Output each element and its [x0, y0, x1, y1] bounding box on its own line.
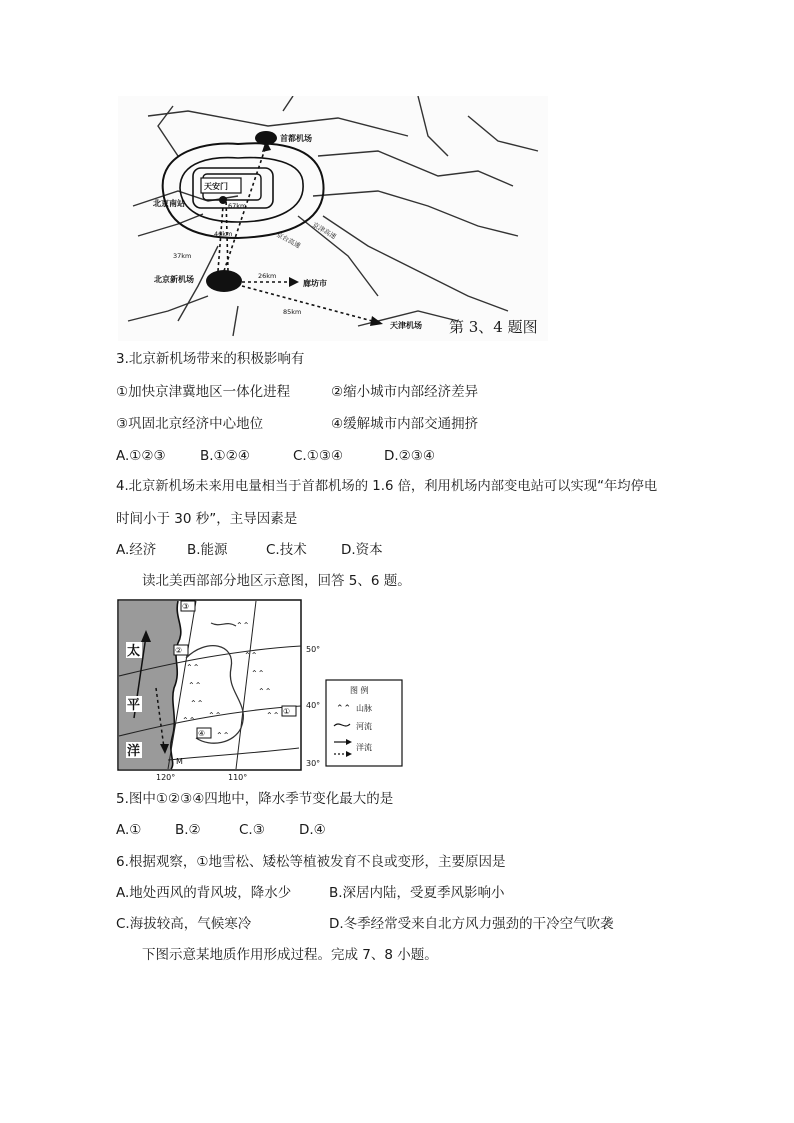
svg-text:⌃⌃: ⌃⌃	[182, 716, 196, 725]
svg-text:⌃⌃: ⌃⌃	[190, 699, 204, 708]
svg-text:⌃⌃: ⌃⌃	[251, 669, 265, 678]
q3-option-c[interactable]: C.①③④	[293, 448, 344, 464]
q4-option-c[interactable]: C.技术	[266, 542, 307, 558]
q3-item-4: ④缓解城市内部交通拥挤	[331, 416, 479, 432]
lat-40-label: 40°	[306, 701, 321, 710]
q5-option-a[interactable]: A.①	[116, 822, 142, 838]
lon-120-label: 120°	[156, 773, 176, 782]
distance-46-label: 46km	[214, 230, 233, 238]
north-america-west-map-svg	[116, 598, 412, 782]
q3-option-b[interactable]: B.①②④	[200, 448, 250, 464]
q6-option-a[interactable]: A.地处西风的背风坡，降水少	[116, 885, 292, 901]
legend-river: 河流	[356, 722, 372, 731]
q4-stem-line1: 4.北京新机场未来用电量相当于首都机场的 1.6 倍，利用机场内部变电站可以实现“年均停电	[116, 479, 658, 494]
north-america-west-map	[116, 598, 412, 782]
legend-mountain: 山脉	[356, 704, 372, 713]
tianjin-airport-label: 天津机场	[390, 321, 422, 330]
road-label-1: 京台高速	[275, 230, 302, 250]
q3-item-3: ③巩固北京经济中心地位	[116, 416, 264, 432]
point-m-label: M	[176, 757, 183, 766]
beijing-airport-map	[118, 96, 548, 341]
q5-option-c[interactable]: C.③	[239, 822, 265, 838]
q6-stem: 6.根据观察，①地雪松、矮松等植被发育不良或变形，主要原因是	[116, 854, 506, 870]
svg-text:⌃⌃: ⌃⌃	[208, 711, 222, 720]
site-3-label: ③	[182, 602, 190, 611]
ocean-char-2: 平	[127, 698, 141, 713]
road-label-2: 京津高速	[311, 220, 338, 241]
beijing-south-label: 北京南站	[153, 199, 185, 208]
ocean-char-3: 洋	[127, 744, 141, 759]
q6-option-d[interactable]: D.冬季经常受来自北方风力强劲的干冷空气吹袭	[329, 916, 614, 932]
langfang-label: 廊坊市	[303, 279, 327, 288]
beijing-airport-map-svg	[118, 96, 548, 341]
q5-option-d[interactable]: D.④	[299, 822, 326, 838]
svg-text:⌃⌃: ⌃⌃	[266, 711, 280, 720]
ocean-char-1: 太	[127, 644, 141, 659]
lat-50-label: 50°	[306, 645, 321, 654]
distance-37-label: 37km	[173, 252, 192, 260]
q6-option-b[interactable]: B.深居内陆，受夏季风影响小	[329, 885, 505, 901]
new-airport-label: 北京新机场	[154, 275, 194, 284]
q3-option-d[interactable]: D.②③④	[384, 448, 435, 464]
lat-30-label: 30°	[306, 759, 321, 768]
map-legend	[326, 680, 402, 766]
svg-text:⌃⌃: ⌃⌃	[216, 731, 230, 740]
q4-option-a[interactable]: A.经济	[116, 542, 157, 558]
site-2-label: ②	[175, 646, 183, 655]
svg-text:⌃⌃: ⌃⌃	[236, 621, 250, 630]
svg-text:⌃⌃: ⌃⌃	[186, 663, 200, 672]
distance-85-label: 85km	[283, 308, 302, 316]
capital-airport-label: 首都机场	[280, 134, 312, 143]
site-4-label: ④	[198, 729, 206, 738]
q5-stem: 5.图中①②③④四地中，降水季节变化最大的是	[116, 791, 394, 807]
tiananmen-label: 天安门	[204, 182, 228, 191]
q4-option-d[interactable]: D.资本	[341, 542, 383, 558]
distance-26-label: 26km	[258, 272, 277, 280]
site-1-label: ①	[283, 707, 291, 716]
mountain-legend-icon: ⌃⌃	[336, 704, 352, 714]
svg-text:⌃⌃: ⌃⌃	[244, 651, 258, 660]
legend-title: 图 例	[350, 686, 369, 695]
legend-current: 洋流	[356, 743, 372, 752]
q5-option-b[interactable]: B.②	[175, 822, 201, 838]
distance-67-label: 67km	[228, 202, 247, 210]
intro-5-6: 读北美西部部分地区示意图，回答 5、6 题。	[142, 573, 411, 589]
figure1-caption: 第 3、4 题图	[449, 318, 538, 336]
q3-item-1: ①加快京津冀地区一体化进程	[116, 384, 291, 400]
q3-option-a[interactable]: A.①②③	[116, 448, 166, 464]
q4-stem-line2: 时间小于 30 秒”，主导因素是	[116, 511, 298, 527]
new-airport-marker	[206, 270, 242, 292]
q3-item-2: ②缩小城市内部经济差异	[331, 384, 479, 400]
lon-110-label: 110°	[228, 773, 248, 782]
intro-7-8: 下图示意某地质作用形成过程。完成 7、8 小题。	[142, 947, 438, 963]
svg-text:⌃⌃: ⌃⌃	[188, 681, 202, 690]
q3-stem: 3.北京新机场带来的积极影响有	[116, 351, 305, 367]
q6-option-c[interactable]: C.海拔较高，气候寒冷	[116, 916, 252, 932]
q4-option-b[interactable]: B.能源	[187, 542, 228, 558]
svg-text:⌃⌃: ⌃⌃	[258, 687, 272, 696]
